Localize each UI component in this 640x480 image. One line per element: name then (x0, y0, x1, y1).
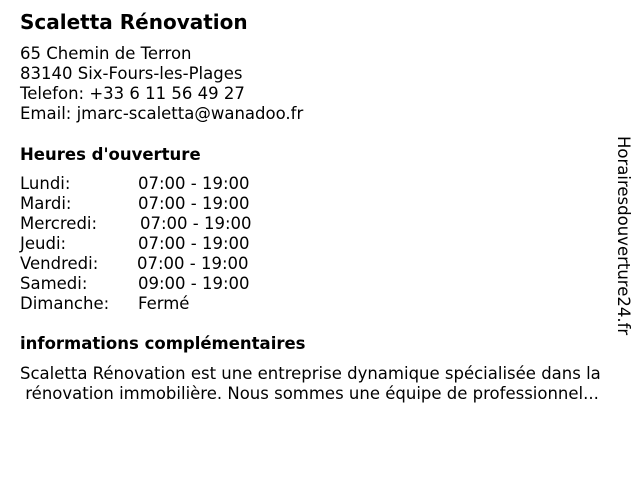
hours-time: 07:00 - 19:00 (137, 254, 249, 273)
hours-row-monday (20, 174, 252, 194)
hours-time: 07:00 - 19:00 (138, 234, 250, 253)
address-street: 65 Chemin de Terron (20, 44, 192, 63)
hours-day: Mardi: (20, 194, 72, 213)
business-description (20, 364, 632, 404)
address-city: 83140 Six-Fours-les-Plages (20, 64, 243, 83)
description-line: Scaletta Rénovation est une entreprise dynamique spécialisée dans la (20, 364, 601, 383)
opening-hours-table (20, 174, 252, 314)
hours-row-sunday (20, 294, 252, 314)
description-line: rénovation immobilière. Nous sommes une équipe de professionnel... (20, 384, 599, 403)
info-heading: informations complémentaires (20, 334, 306, 353)
phone-number: Telefon: +33 6 11 56 49 27 (20, 84, 245, 103)
hours-day: Vendredi: (20, 254, 99, 273)
hours-row-tuesday (20, 194, 252, 214)
business-name: Scaletta Rénovation (20, 10, 248, 34)
hours-row-saturday (20, 274, 252, 294)
hours-time: 07:00 - 19:00 (138, 174, 250, 193)
hours-day: Lundi: (20, 174, 71, 193)
hours-day: Dimanche: (20, 294, 110, 313)
email-address: Email: jmarc-scaletta@wanadoo.fr (20, 104, 304, 123)
hours-day: Samedi: (20, 274, 88, 293)
hours-time: 07:00 - 19:00 (138, 194, 250, 213)
contact-block (20, 44, 303, 124)
hours-time: 07:00 - 19:00 (140, 214, 252, 233)
hours-time: Fermé (138, 294, 190, 313)
hours-row-thursday (20, 234, 252, 254)
site-watermark: Horairesdouverture24.fr (614, 136, 633, 336)
hours-row-wednesday (20, 214, 252, 234)
hours-time: 09:00 - 19:00 (138, 274, 250, 293)
hours-heading: Heures d'ouverture (20, 145, 201, 164)
hours-day: Jeudi: (20, 234, 67, 253)
hours-day: Mercredi: (20, 214, 98, 233)
hours-row-friday (20, 254, 252, 274)
